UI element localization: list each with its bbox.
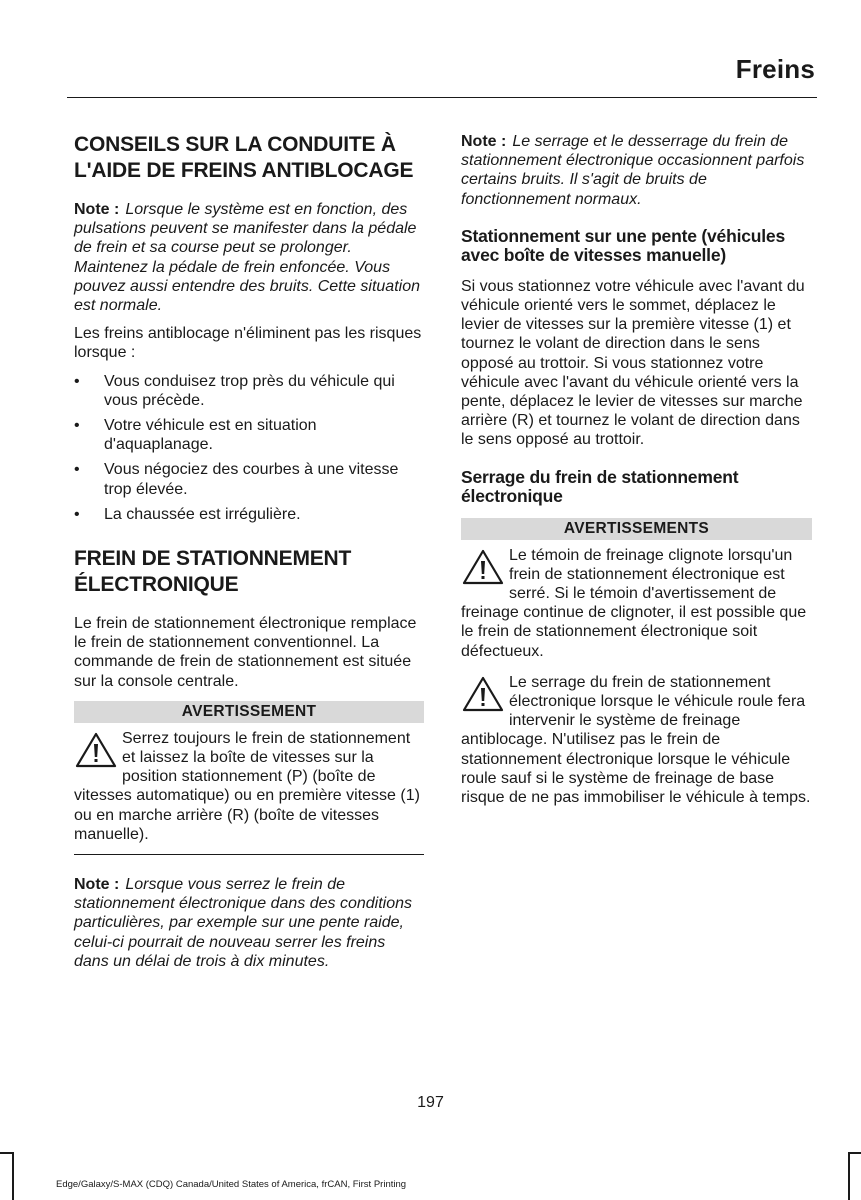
list-item xyxy=(74,416,424,454)
crop-mark xyxy=(0,1152,12,1154)
warning-text: Le serrage du frein de stationnement électronique lorsque le véhicule roule fera intervenir le système de freinage antiblocage. N'utilisez pas le frein de stationnement électronique lorsque le véhicule roule sauf si le système de freinage de base risque de ne pas immobiliser le véhicule à temps. xyxy=(461,673,811,807)
sub-heading-apply-brake: Serrage du frein de stationnement électronique xyxy=(461,466,739,506)
crop-mark xyxy=(848,1152,850,1200)
warning-text: Le témoin de freinage clignote lorsqu'un frein de stationnement électronique est serré. Si le témoin d'avertissement de freinage continue de clignoter, il est possible que le frein de stationnement électronique soit défectueux. xyxy=(461,546,807,660)
list-item-text: La chaussée est irrégulière. xyxy=(104,505,301,523)
bullet-icon: • xyxy=(74,505,80,523)
warning-triangle-icon xyxy=(461,548,505,586)
list-item-text: Vous négociez des courbes à une vitesse trop élevée. xyxy=(104,461,399,498)
crop-mark xyxy=(12,1152,14,1200)
warning-entry xyxy=(74,729,424,844)
warnings-box xyxy=(461,518,812,808)
note-text: Lorsque le système est en fonction, des pulsations peuvent se manifester dans la pédale de frein et sa course peut se prolonger. Maintenez la pédale de frein enfoncée. Vous pouvez aussi entendre des bruits. Cette situation est normale. xyxy=(74,201,420,315)
header-divider xyxy=(67,97,817,98)
list-item xyxy=(74,505,424,524)
warning-triangle-icon xyxy=(461,675,505,713)
warning-bottom-rule xyxy=(74,854,424,855)
page-title: Freins xyxy=(735,54,815,84)
warnings-body xyxy=(461,540,812,808)
section-heading-abs: CONSEILS SUR LA CONDUITE À L'AIDE DE FREINS ANTIBLOCAGE xyxy=(74,133,414,182)
note-label: Note : xyxy=(461,133,507,150)
note-label: Note : xyxy=(74,201,120,218)
warnings-title: AVERTISSEMENTS xyxy=(461,518,812,540)
risk-list xyxy=(74,372,424,524)
warning-title: AVERTISSEMENT xyxy=(74,701,424,723)
list-item-text: Vous conduisez trop près du véhicule qui vous précède. xyxy=(104,372,395,409)
page-number: 197 xyxy=(417,1094,444,1111)
warning-text: Serrez toujours le frein de stationnement et laissez la boîte de vitesses sur la position stationnement (P) (boîte de vitesses automatique) ou en première vitesse (1) ou en marche arrière (R) (boîte de vitesses manuelle). xyxy=(74,729,420,843)
note-text: Lorsque vous serrez le frein de stationnement électronique dans des conditions particulières, par exemple sur une pente raide, celui-ci pourrait de nouveau serrer les freins dans un délai de trois à dix minutes. xyxy=(74,876,412,970)
footer-edition: Edge/Galaxy/S-MAX (CDQ) Canada/United States of America, frCAN, First Printing xyxy=(56,1179,407,1190)
right-column xyxy=(461,132,812,825)
warning-entry xyxy=(461,673,812,807)
list-item xyxy=(74,460,424,498)
paragraph-abs-risks: Les freins antiblocage n'éliminent pas les risques lorsque : xyxy=(74,325,422,362)
warning-triangle-icon xyxy=(74,731,118,769)
list-item-text: Votre véhicule est en situation d'aquaplanage. xyxy=(104,417,317,454)
note-brake-noise xyxy=(461,132,812,209)
section-heading-parking-brake: FREIN DE STATIONNEMENT ÉLECTRONIQUE xyxy=(74,547,352,597)
bullet-icon: • xyxy=(74,461,80,479)
list-item xyxy=(74,372,424,410)
note-label: Note : xyxy=(74,876,120,894)
note-parking-slope xyxy=(74,875,424,971)
note-abs xyxy=(74,200,424,315)
warning-body xyxy=(74,723,424,855)
bullet-icon: • xyxy=(74,417,80,435)
bullet-icon: • xyxy=(74,372,80,390)
crop-mark xyxy=(850,1152,861,1154)
warning-entry xyxy=(461,546,812,661)
left-column xyxy=(74,132,424,980)
paragraph-slope-parking: Si vous stationnez votre véhicule avec l'avant du véhicule orienté vers le sommet, déplacez le levier de vitesses sur la première vitesse (1) et tournez le volant de direction dans le sens opposé au trottoir. Si vous stationnez votre véhicule avec l'avant du véhicule orienté vers la pente, déplacez le levier de vitesses sur marche arrière (R) et tournez le volant de direction dans le sens opposé au trottoir. xyxy=(461,277,805,449)
warning-box xyxy=(74,701,424,855)
paragraph-parking-brake-intro: Le frein de stationnement électronique remplace le frein de stationnement conventionnel. La commande de frein de stationnement est située sur la console centrale. xyxy=(74,615,417,690)
note-text: Le serrage et le desserrage du frein de stationnement électronique occasionnent parfois certains bruits. Il s'agit de bruits de fonctionnement normaux. xyxy=(461,133,805,208)
sub-heading-slope-parking: Stationnement sur une pente (véhicules avec boîte de vitesses manuelle) xyxy=(461,225,785,265)
